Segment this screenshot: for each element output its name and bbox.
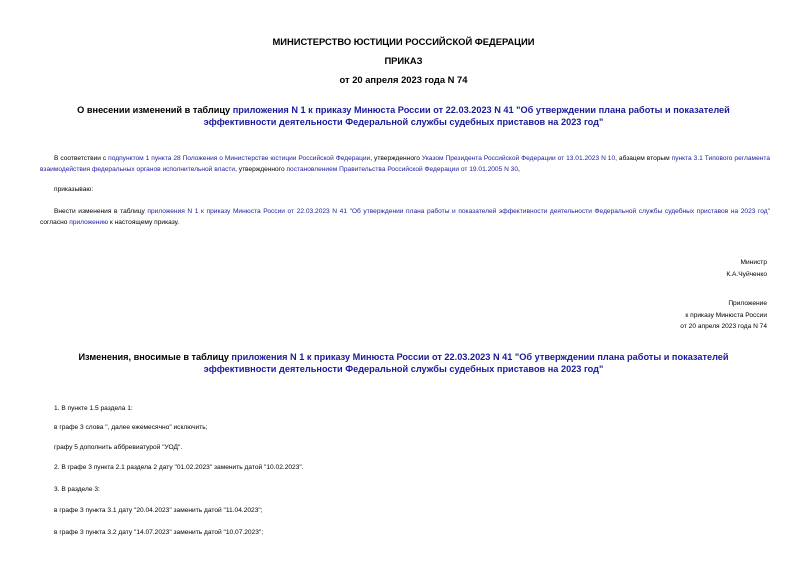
list-item: 2. В графе 3 пункта 2.1 раздела 2 дату "01.02.2023" заменить датой "10.02.2023". bbox=[54, 464, 304, 471]
signature-name: К.А.Чуйченко bbox=[726, 270, 767, 278]
document-title bbox=[50, 104, 757, 128]
preamble-link-regulation[interactable]: подпунктом 1 пункта 28 Положения о Министерстве юстиции Российской Федерации bbox=[108, 155, 371, 162]
changes-title bbox=[50, 351, 757, 375]
list-item: 1. В пункте 1.5 раздела 1: bbox=[54, 405, 133, 412]
preamble-text-5: , bbox=[518, 165, 520, 173]
appendix-reference bbox=[680, 298, 767, 333]
changes-title-link[interactable]: приложения N 1 к приказу Минюста России от 22.03.2023 N 41 "Об утверждении плана работы и показателей эффективности деятельности Федеральной службы судебных приставов на 2023 год" bbox=[203, 352, 729, 374]
preamble-link-resolution[interactable]: постановлением Правительства Российской Федерации от 19.01.2005 N 30 bbox=[286, 165, 518, 173]
appendix-ref-line-2: к приказу Минюста России bbox=[685, 311, 767, 319]
preamble-link-decree[interactable]: Указом Президента Российской Федерации от 13.01.2023 N 10 bbox=[421, 155, 616, 162]
signature-block bbox=[726, 257, 767, 280]
ministry-heading: МИНИСТЕРСТВО ЮСТИЦИИ РОССИЙСКОЙ ФЕДЕРАЦИИ bbox=[272, 36, 535, 47]
order-link-appendix-table[interactable]: приложения N 1 к приказу Минюста России от 22.03.2023 N 41 "Об утверждении плана работы и показателей эффективности деятельности Федеральной службы судебных приставов на 2023 год" bbox=[147, 208, 770, 215]
document-title-prefix: О внесении изменений в таблицу bbox=[77, 105, 233, 115]
preamble-text-4: , утвержденного bbox=[235, 165, 287, 173]
order-text-2: согласно bbox=[40, 218, 70, 226]
preamble-text-3: , абзацем вторым bbox=[615, 155, 672, 162]
order-word: приказываю: bbox=[54, 186, 94, 193]
list-item: графу 5 дополнить аббревиатурой "УОД". bbox=[54, 444, 183, 451]
appendix-ref-line-3: от 20 апреля 2023 года N 74 bbox=[680, 323, 767, 330]
main-order-paragraph bbox=[40, 207, 770, 228]
order-link-appendix[interactable]: приложению bbox=[69, 218, 109, 226]
list-item: в графе 3 слова ", далее ежемесячно" исключить; bbox=[54, 424, 208, 431]
order-text-1: Внести изменения в таблицу bbox=[54, 208, 148, 215]
preamble-text-1: В соответствии с bbox=[54, 155, 109, 162]
document-title-link[interactable]: приложения N 1 к приказу Минюста России от 22.03.2023 N 41 "Об утверждении плана работы и показателей эффективности деятельности Федеральной службы судебных приставов на 2023 год" bbox=[203, 105, 730, 127]
signature-position: Министр bbox=[740, 259, 767, 266]
changes-title-prefix: Изменения, вносимые в таблицу bbox=[78, 352, 232, 362]
document-type: ПРИКАЗ bbox=[384, 55, 423, 66]
document-date: от 20 апреля 2023 года N 74 bbox=[339, 74, 468, 85]
list-item: в графе 3 пункта 3.2 дату "14.07.2023" заменить датой "10.07.2023"; bbox=[54, 529, 264, 536]
appendix-ref-line-1: Приложение bbox=[728, 300, 767, 307]
preamble-paragraph bbox=[40, 154, 770, 175]
list-item: 3. В разделе 3: bbox=[54, 486, 100, 493]
preamble-text-2: , утвержденного bbox=[370, 155, 422, 162]
order-text-3: к настоящему приказу. bbox=[108, 218, 180, 226]
list-item: в графе 3 пункта 3.1 дату "20.04.2023" заменить датой "11.04.2023"; bbox=[54, 507, 263, 514]
preamble-link-typical-regulation[interactable]: пункта 3.1 Типового регламента взаимодействия федеральных органов исполнительной власти bbox=[40, 155, 770, 173]
